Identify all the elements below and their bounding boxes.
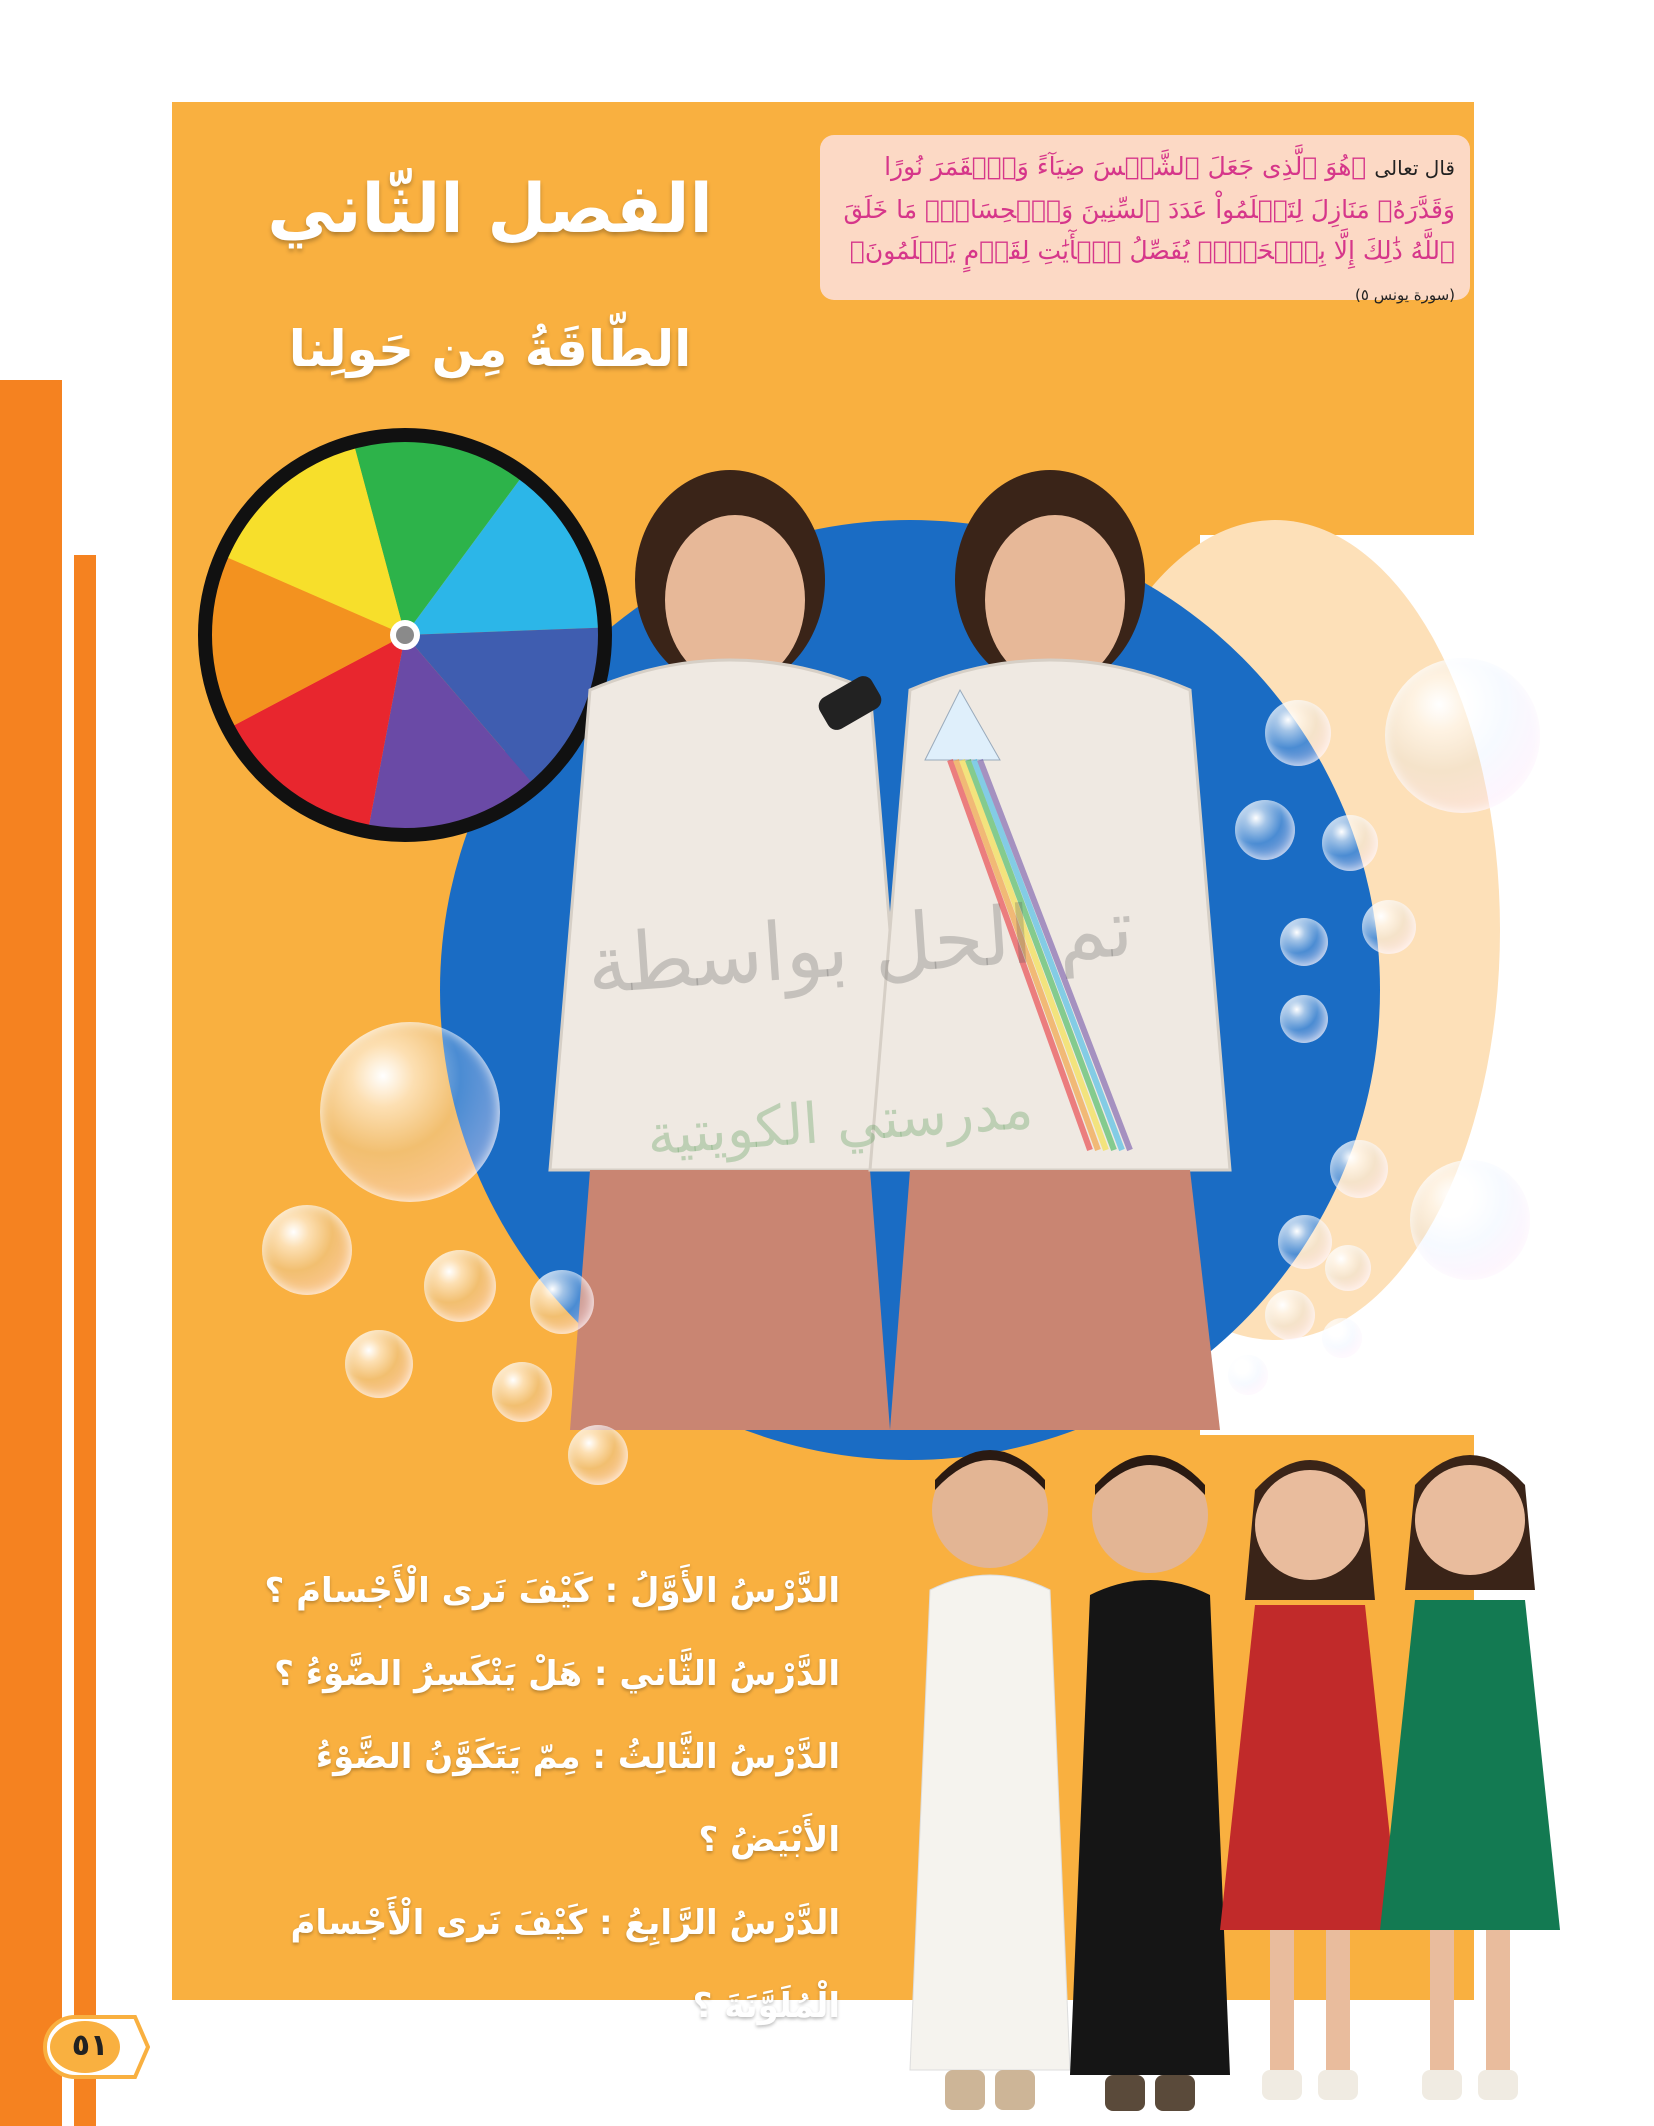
page-number: ٥١ bbox=[71, 2028, 109, 2063]
color-wheel-hub-center bbox=[396, 626, 414, 644]
bubble bbox=[262, 1205, 352, 1295]
bubble bbox=[1385, 658, 1540, 813]
child-white-dishdasha bbox=[910, 1450, 1070, 2110]
girl-skirt bbox=[890, 1170, 1220, 1430]
chapter-subtitle: الطّاقَةُ مِن حَولِنا bbox=[288, 320, 692, 378]
bubble bbox=[1362, 900, 1416, 954]
verse-reference: (سورة يونس ٥) bbox=[1355, 286, 1455, 304]
bubble bbox=[1325, 1245, 1371, 1291]
bubble bbox=[1322, 1318, 1362, 1358]
watermark-text: تم الحل بواسطة bbox=[584, 881, 1136, 1012]
bubble bbox=[530, 1270, 594, 1334]
lesson-item: الدَّرْسُ الأَوَّلُ : كَيْفَ نَرى الْأَجْسامَ ؟ bbox=[264, 1571, 840, 1611]
lesson-item: الدَّرْسُ الرَّابِعُ : كَيْفَ نَرى الْأَجْسامَ الْمُلَوَّنَةَ ؟ bbox=[290, 1903, 840, 2026]
bubble bbox=[1265, 1290, 1315, 1340]
bubble bbox=[1265, 700, 1331, 766]
verse-text bbox=[835, 146, 1455, 316]
girl-skirt bbox=[570, 1170, 890, 1430]
lesson-item: الدَّرْسُ الثَّاني : هَلْ يَنْكَسِرُ الضَّوْءُ ؟ bbox=[274, 1654, 840, 1694]
bubble bbox=[320, 1022, 500, 1202]
bubble bbox=[424, 1250, 496, 1322]
child-red-dress bbox=[1220, 1460, 1400, 2100]
bubble bbox=[1322, 815, 1378, 871]
bubble bbox=[1228, 1355, 1268, 1395]
watermark-text-secondary: مدرستي الكويتية bbox=[644, 1076, 1036, 1169]
bubble bbox=[568, 1425, 628, 1485]
children-group-photo bbox=[860, 1430, 1580, 2120]
lessons-list bbox=[230, 1550, 840, 2048]
verse-body: ﴿هُوَ ٱلَّذِى جَعَلَ ٱلشَّمۡسَ ضِيَآءً وَٱلۡقَمَرَ نُورًا وَقَدَّرَهُۥ مَنَازِلَ لِتَعۡلَمُواْ عَدَدَ ٱلسِّنِينَ وَٱلۡحِسَابَۚ مَا خَلَقَ ٱللَّهُ ذَٰلِكَ إِلَّا بِٱلۡحَقِّۚ يُفَصِّلُ ٱلۡأٓيَٰتِ لِقَوۡمٍ يَعۡلَمُونَ﴾ bbox=[843, 152, 1455, 265]
bubble bbox=[1410, 1160, 1530, 1280]
bubble bbox=[1280, 918, 1328, 966]
bubble bbox=[492, 1362, 552, 1422]
child-green-dress bbox=[1380, 1455, 1560, 2100]
chapter-title: الفصل الثّاني bbox=[267, 170, 713, 249]
bubble bbox=[1278, 1215, 1332, 1269]
left-decorative-thin-stripe bbox=[74, 555, 96, 2126]
bubble bbox=[1280, 995, 1328, 1043]
lesson-item: الدَّرْسُ الثَّالِثُ : مِمّ يَتَكَوَّنُ الضَّوْءُ الأَبْيَضُ ؟ bbox=[315, 1737, 840, 1860]
child-black-dishdasha bbox=[1070, 1455, 1230, 2111]
bubble bbox=[1235, 800, 1295, 860]
bubble bbox=[345, 1330, 413, 1398]
left-decorative-stripe bbox=[0, 380, 62, 2126]
bubble bbox=[1330, 1140, 1388, 1198]
verse-prefix: قال تعالى bbox=[1374, 156, 1455, 180]
